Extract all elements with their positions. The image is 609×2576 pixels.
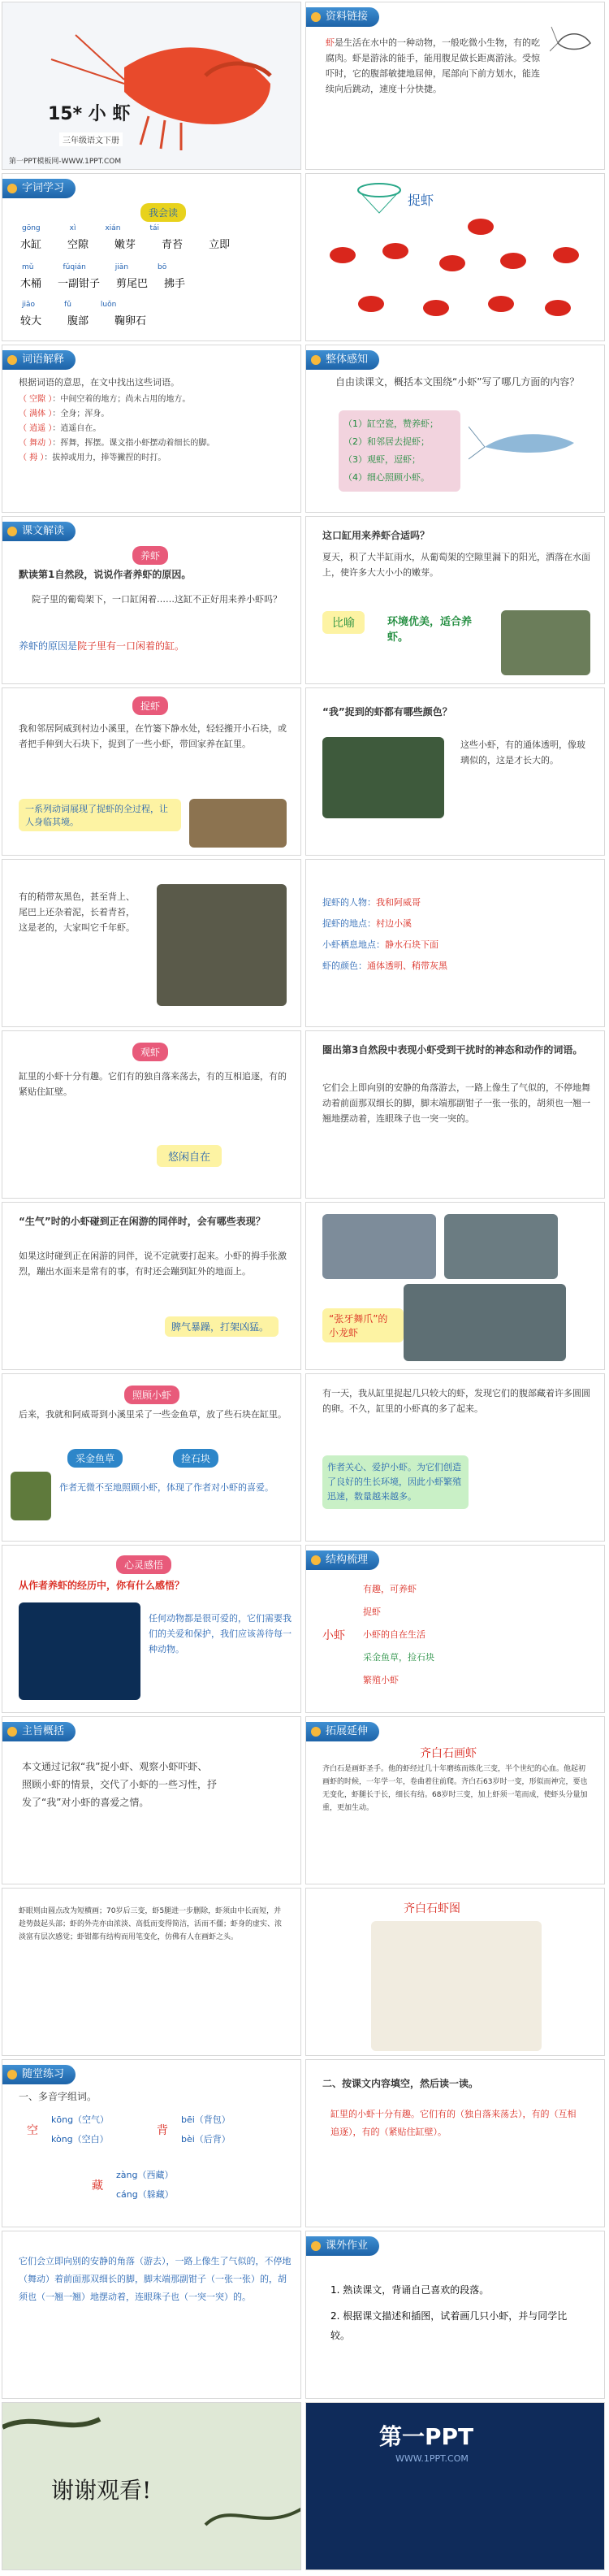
article-text: 虾眼则由圆点改为短横画；70岁后三变，虾5腿进一步删除，虾须由中长而短，并趁势鼓起头部；虾的外壳亦由浓淡、高低而变得简洁，活而不僵；虾身的虚实、浓淡富有层次感觉；虾钳都有结构而用笔变化，仿佛有人在画虾之头。	[19, 1907, 283, 1941]
action-tag: 采金鱼草	[67, 1449, 123, 1468]
vocab-word: 一副钳子	[58, 278, 101, 290]
slide-25[interactable]	[2, 2059, 301, 2227]
slide-19[interactable]	[2, 1545, 301, 1713]
row-value: 我和阿威哥	[376, 897, 421, 908]
question: 自由读课文，概括本文围绕“小虾”写了哪几方面的内容？	[335, 376, 580, 388]
slide-21[interactable]	[2, 1716, 301, 1884]
polyphone-item: zàng（西藏）	[116, 2170, 174, 2180]
row-value: 静水石块下面	[385, 939, 438, 950]
slide-title: 资料链接	[306, 7, 379, 27]
question: 圈出第3自然段中表现小虾受到干扰时的神态和动作的词语。	[322, 1044, 583, 1056]
vocab-word: 嫩芽	[114, 239, 136, 251]
slide-1[interactable]	[2, 2, 301, 170]
question: 二、按课文内容填空，然后读一读。	[322, 2078, 479, 2089]
passage: 我和邻居阿威到村边小溪里，在竹篓下静水处，轻轻搬开小石块，或者把手伸到大石块下，捉到了一些小虾，带回家养在缸里。	[19, 723, 287, 749]
tree-branch: 小虾的自在生活	[363, 1629, 425, 1640]
vocab-row-2	[20, 275, 296, 290]
slide-title: 拓展延伸	[306, 1722, 379, 1741]
row-key: 捉虾的地点：	[322, 918, 376, 929]
summary-row	[322, 892, 590, 913]
polyphone-group	[116, 2166, 174, 2205]
polyphone-group	[181, 2110, 231, 2149]
slide-title: 捉虾	[408, 193, 434, 208]
pinyin: luǒn	[100, 301, 117, 309]
passage: 它们会上即向别的安静的角落游去，一路上像生了气似的，不停地舞动着前面那双细长的脚，脚末端那副钳子一张一张的，胡须也一翘一翘地摆动着，连眼珠子也一突一突的。	[322, 1082, 590, 1124]
slide-3[interactable]	[2, 173, 301, 341]
shrimp-icon	[469, 418, 590, 467]
tree-branch: 繁殖小虾	[363, 1675, 399, 1685]
definition-item	[19, 407, 295, 422]
crayfish-photo	[404, 1284, 566, 1361]
slide-30[interactable]	[305, 2402, 605, 2570]
row-key: 小虾栖息地点：	[322, 939, 385, 950]
pinyin: mǔ	[22, 263, 34, 271]
definition-item	[19, 436, 295, 451]
plant-photo	[11, 1472, 51, 1520]
vocab-row-3	[20, 312, 296, 327]
crayfish-icon	[488, 296, 514, 312]
row-value: 村边小溪	[376, 918, 412, 929]
slide-7[interactable]	[2, 516, 301, 684]
vocab-word: 剪尾巴	[116, 278, 149, 290]
homework-list	[330, 2280, 582, 2345]
shrimp-photo	[157, 884, 287, 1006]
vocab-row-3-pinyin	[22, 301, 298, 309]
row-value: 通体透明、稍带灰黑	[367, 961, 447, 971]
term: （ 空隙 ）	[19, 395, 53, 404]
cover-footer: 第一PPT模板网-WWW.1PPT.COM	[9, 158, 122, 166]
pinyin: fǔ	[64, 301, 71, 309]
shrimp-photo	[322, 737, 444, 818]
pinyin: jiān	[114, 263, 129, 271]
vocab-word: 空隙	[67, 239, 89, 251]
caption: “张牙舞爪”的小龙虾	[322, 1308, 404, 1342]
pinyin: xì	[69, 224, 76, 232]
question: 从作者养虾的经历中，你有什么感悟？	[19, 1580, 185, 1591]
crayfish-icon	[423, 300, 449, 316]
quote: 院子里的葡萄架下，一口缸闲着……这缸不正好用来养小虾吗？	[32, 594, 282, 605]
answer-item: （1）缸空瓷，赞养虾；	[343, 418, 438, 429]
section-badge: 养虾	[132, 546, 168, 565]
crayfish-icon	[439, 255, 465, 271]
crayfish-icon	[382, 243, 408, 259]
polyphone-item: kōng（空气）	[51, 2114, 110, 2125]
fill-text: 它们会立即向别的安静的角落（游去），一路上像生了气似的，不停地（舞动）着前面那双细长的脚，脚末端那副钳子（一张一张）的，胡须也（一翘一翘）地摆动着，连眼珠子也（一突一突）的。	[19, 2256, 292, 2302]
answer-item: （2）和邻居去捉虾；	[343, 436, 430, 447]
vocab-row-2-pinyin	[22, 263, 298, 271]
slide-20[interactable]	[305, 1545, 605, 1713]
summary-row	[322, 913, 590, 935]
crayfish-icon	[500, 253, 526, 269]
pinyin: jiāo	[22, 301, 36, 309]
summary-row	[322, 935, 590, 956]
conclusion: 环境优美，适合养虾。	[387, 616, 473, 644]
thanks-text: 谢谢观看!	[51, 2477, 152, 2504]
slide-12[interactable]	[305, 859, 605, 1027]
slide-27[interactable]	[2, 2231, 301, 2399]
tree-branch: 捉虾	[363, 1607, 381, 1617]
polyphone-item: kòng（空白）	[51, 2134, 109, 2144]
passage: 缸里的小虾十分有趣。它们有的独自落来荡去，有的互相追逐，有的紧贴住缸壁。	[19, 1071, 287, 1097]
conclusion: 悠闲自在	[157, 1145, 222, 1167]
shrimp-illustration	[2, 2, 301, 170]
summary-row	[322, 956, 590, 977]
passage: 如果这时碰到正在闲游的同伴，说不定就要打起来。小虾的拇手张激烈，蹦出水面来是常有的事，有时还会蹦到缸外的地面上。	[19, 1251, 287, 1277]
question: “生气”时的小虾碰到正在闲游的同伴时，会有哪些表现？	[19, 1216, 266, 1227]
info-text	[326, 35, 543, 97]
homework-item: 1. 熟读课文，背诵自己喜欢的段落。	[330, 2284, 490, 2296]
conclusion: 作者无微不至地照顾小虾，体现了作者对小虾的喜爱。	[59, 1482, 274, 1493]
polyphone-item: bèi（后背）	[181, 2134, 231, 2144]
tree-branch: 有趣，可养虾	[363, 1584, 417, 1594]
polyphone-char: 背	[157, 2124, 168, 2137]
passage: 有的稍带灰黑色，甚至背上、尾巴上还杂着泥，长着青苔，这是老的，大家叫它千年虾。	[19, 891, 135, 933]
vocab-word: 较大	[20, 315, 42, 327]
summary-box: 一系列动词展现了捉虾的全过程，让人身临其境。	[19, 799, 181, 831]
polyphone-char: 藏	[92, 2179, 103, 2192]
row-key: 虾的颜色：	[322, 961, 367, 971]
slide-6[interactable]	[305, 345, 605, 513]
slide-24[interactable]	[305, 1888, 605, 2056]
crayfish-icon	[468, 219, 494, 235]
term: （ 舞动 ）	[19, 439, 53, 448]
slide-title: 随堂练习	[2, 2065, 76, 2084]
pinyin: gōng	[22, 224, 41, 232]
answer: 任何动物都是很可爱的，它们需要我们的关爱和保护，我们应该善待每一种动物。	[149, 1613, 292, 1654]
conclusion: 作者关心、爱护小虾。为它们创造了良好的生长环境，因此小虾繁殖迅速，数量越来越多。	[322, 1455, 469, 1509]
fill-text: 缸里的小虾十分有趣。它们有的（独自落来荡去），有的（互相追逐），有的（紧贴住缸壁）。	[330, 2109, 577, 2137]
vocab-word: 木桶	[20, 278, 42, 290]
vocab-row-1-pinyin	[22, 224, 298, 232]
slide-5[interactable]	[2, 345, 301, 513]
highlight-word: 虾	[326, 37, 335, 48]
slide-22[interactable]	[305, 1716, 605, 1884]
pinyin: tái	[149, 224, 160, 232]
passage: 这些小虾，有的通体透明，像玻璃似的，这是才长大的。	[460, 739, 585, 765]
term: （ 满体 ）	[19, 410, 53, 418]
vocab-word: 鞠卵石	[114, 315, 147, 327]
polyphone-item: cáng（躲藏）	[116, 2189, 174, 2200]
vocab-word: 青苔	[162, 239, 184, 251]
section-badge: 观虾	[132, 1043, 168, 1061]
well-photo	[501, 610, 590, 675]
definition: ：中间空着的地方；尚未占用的地方。	[52, 395, 191, 404]
slide-title: 课外作业	[306, 2236, 379, 2256]
definition-item	[19, 392, 295, 407]
slide-14[interactable]	[305, 1030, 605, 1199]
pinyin: bō	[158, 263, 167, 271]
crayfish-photo	[444, 1214, 558, 1279]
tree-branch: 采金鱼草，捡石块	[363, 1652, 434, 1663]
crayfish-group	[306, 210, 605, 340]
slide-8[interactable]	[305, 516, 605, 684]
slide-2[interactable]	[305, 2, 605, 170]
question: 这口缸用来养虾合适吗？	[322, 530, 430, 541]
slide-15[interactable]	[2, 1202, 301, 1370]
term: （ 逍遥 ）	[19, 424, 53, 433]
passage: 本文通过记叙“我”捉小虾、观察小虾吓虾、照顾小虾的情景，交代了小虾的一些习性，抒发了“我”对小虾的喜爱之情。	[22, 1761, 218, 1808]
brand-url: WWW.1PPT.COM	[395, 2453, 469, 2464]
pinyin: xián	[105, 224, 121, 232]
slide-16[interactable]	[305, 1202, 605, 1370]
slide-28[interactable]	[305, 2231, 605, 2399]
polyphone-item: bēi（背包）	[181, 2114, 231, 2125]
definition-list	[19, 392, 295, 466]
lesson-title: 15* 小 虾	[48, 104, 131, 124]
section-badge: 捉虾	[132, 696, 168, 715]
info-body: 是生活在水中的一种动物，一般吃微小生物，有的吃腐肉。虾是游泳的能手，能用腹足做长距离游泳。受惊吓时，它的腹部敏捷地屈伸，尾部向下前方划水，能连续向后跳动，速度十分快捷。	[326, 37, 540, 94]
action-tag: 捡石块	[173, 1449, 218, 1468]
slide-23[interactable]	[2, 1888, 301, 2056]
tree-branches	[363, 1578, 434, 1692]
slide-17[interactable]	[2, 1373, 301, 1542]
article-text: 齐白石是画虾圣手。他的虾经过几十年磨练而炼化三变，半个世纪的心血。他起初画虾的时候，一年学一年，卷曲着往前爬。齐白石63岁时一变，形似而神完，要也无变化，虾腿长于长，细长有结。68岁时三变，加上虾须一笔而成，使虾头分量加重，更加生动。	[322, 1765, 588, 1812]
crayfish-icon	[545, 300, 571, 316]
slide-title: 课文解读	[2, 522, 76, 541]
article-heading: 齐白石画虾	[420, 1747, 477, 1760]
brand-logo: 第一PPT	[379, 2423, 474, 2450]
term: （ 拇 ）	[19, 453, 45, 462]
crayfish-icon	[553, 247, 579, 263]
slide-4[interactable]	[305, 173, 605, 341]
slide-title: 结构梳理	[306, 1550, 379, 1570]
conclusion: 脾气暴躁，打架凶猛。	[165, 1316, 279, 1337]
net-icon	[355, 182, 404, 215]
painting-image	[371, 1921, 542, 2051]
slide-26[interactable]	[305, 2059, 605, 2227]
definition: ：拔掉或用力，捧等撇捏的时打。	[44, 453, 166, 462]
question: “我”捉到的虾都有哪些颜色？	[322, 706, 452, 718]
section-badge: 照顾小虾	[124, 1386, 179, 1404]
question: 默读第1自然段，说说作者养虾的原因。	[19, 569, 192, 580]
slide-title: 主旨概括	[2, 1722, 76, 1741]
instruction: 根据词语的意思，在文中找出这些词语。	[19, 377, 179, 388]
answer-box	[339, 410, 460, 492]
vocab-word: 腹部	[67, 315, 89, 327]
crayfish-icon	[358, 296, 384, 312]
definition: ：挥舞，挥摆。课文指小虾摆动着细长的脚。	[52, 439, 215, 448]
shrimp-icon	[550, 19, 598, 67]
passage: 有一天，我从缸里捉起几只较大的虾，发现它们的腹部藏着许多圆圆的卵。不久，缸里的小虾真的多了起来。	[322, 1388, 590, 1414]
slide-29[interactable]	[2, 2402, 301, 2570]
crayfish-photo	[322, 1214, 436, 1279]
definition-item	[19, 422, 295, 436]
polyphone-group	[51, 2110, 109, 2149]
shrimp-photo	[19, 1602, 140, 1700]
tree-center: 小虾	[322, 1629, 345, 1642]
definition-item	[19, 451, 295, 466]
definition: ：全身；浑身。	[52, 410, 110, 418]
answer-prefix: 养虾的原因是	[19, 640, 78, 652]
grade-label: 三年级语文下册	[59, 132, 123, 146]
polyphone-char: 空	[27, 2124, 38, 2137]
vocab-word: 立即	[209, 239, 231, 251]
answer-item: （3）观虾，逗虾；	[343, 454, 421, 465]
rhetoric-badge: 比喻	[322, 611, 365, 634]
answer-highlight: 院子里有一口闲着的缸。	[77, 640, 185, 652]
pinyin: fǔqián	[63, 263, 86, 271]
slide-title: 词语解释	[2, 350, 76, 370]
passage: 夏天，积了大半缸雨水，从葡萄架的空隙里漏下的阳光，洒落在水面上，使许多大大小小的嫩芽。	[322, 552, 590, 578]
stream-photo	[189, 799, 287, 848]
question: 一、多音字组词。	[19, 2091, 97, 2102]
slide-title: 整体感知	[306, 350, 379, 370]
vocab-word: 拂手	[164, 278, 186, 290]
passage: 后来，我就和阿威哥到小溪里采了一些金鱼草，放了些石块在缸里。	[19, 1409, 287, 1420]
answer-item: （4）细心照顾小虾。	[343, 472, 430, 483]
read-badge: 我会读	[140, 203, 186, 222]
row-key: 捉虾的人物：	[322, 897, 376, 908]
slide-10[interactable]	[305, 687, 605, 856]
crayfish-icon	[330, 247, 356, 263]
definition: ：逍遥自在。	[52, 424, 102, 433]
vocab-word: 水缸	[20, 239, 42, 251]
slide-9[interactable]	[2, 687, 301, 856]
section-badge: 心灵感悟	[116, 1555, 171, 1574]
ink-painting	[2, 2403, 301, 2570]
slide-11[interactable]	[2, 859, 301, 1027]
slide-13[interactable]	[2, 1030, 301, 1199]
slide-title: 齐白石虾图	[404, 1902, 460, 1915]
answer	[19, 639, 295, 654]
homework-item: 2. 根据课文描述和插图，试着画几只小虾，并与同学比较。	[330, 2310, 568, 2341]
slide-18[interactable]	[305, 1373, 605, 1542]
summary-table	[322, 892, 590, 977]
slide-title: 字词学习	[2, 179, 76, 198]
vocab-row-1	[20, 236, 296, 251]
